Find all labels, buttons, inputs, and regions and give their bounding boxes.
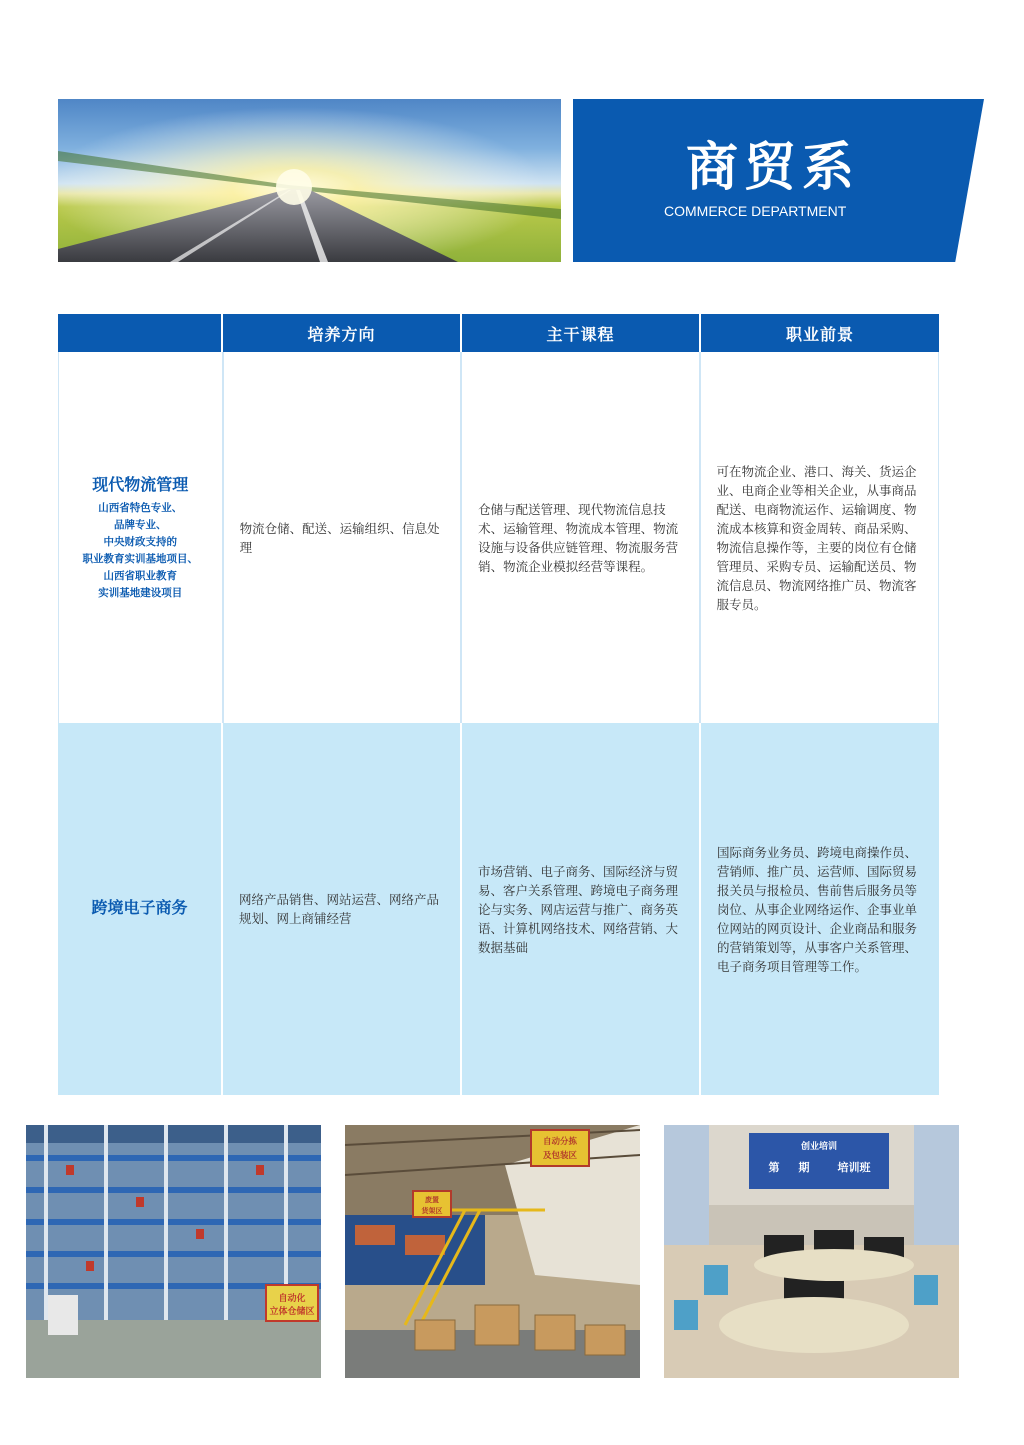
header-cell-prospects: 职业前景 bbox=[699, 314, 939, 352]
major-note-line: 山西省职业教育 bbox=[103, 570, 178, 582]
header-cell-courses: 主干课程 bbox=[460, 314, 699, 352]
courses-cell bbox=[460, 352, 698, 723]
banner-road-photo bbox=[58, 99, 561, 262]
training-room-photo bbox=[664, 1125, 959, 1378]
major-note-line: 实训基地建设项目 bbox=[98, 587, 183, 599]
training-banner-text: 培训班 bbox=[837, 1161, 871, 1174]
sorting-sign-line: 及包装区 bbox=[542, 1151, 578, 1161]
courses-text: 市场营销、电子商务、国际经济与贸易、客户关系管理、跨境电子商务理论与实务、网店运营与推广、商务英语、计算机网络技术、网络营销、大数据基础 bbox=[478, 863, 679, 955]
table-header bbox=[58, 314, 939, 352]
major-note-line: 中央财政支持的 bbox=[103, 536, 178, 548]
prospects-cell bbox=[699, 352, 938, 723]
platform-sign-line: 废置 bbox=[425, 1196, 439, 1204]
table-row bbox=[58, 352, 939, 723]
prospects-text: 国际商务业务员、跨境电商操作员、营销师、推广员、运营师、国际贸易报关员与报检员、售前售后服务员等岗位、从事企业网络运作、企事业单位网站的网页设计、企业商品和服务的营销策划等，从事客户关系管理、电子商务项目管理等工作。 bbox=[717, 844, 918, 974]
page-subtitle: COMMERCE DEPARTMENT bbox=[664, 203, 847, 219]
warehouse-sign-line: 自动化 bbox=[278, 1294, 306, 1304]
major-cell bbox=[58, 723, 221, 1095]
direction-text: 网络产品销售、网站运营、网络产品规划、网上商铺经营 bbox=[239, 892, 440, 926]
major-note-line: 品牌专业、 bbox=[114, 519, 167, 531]
header-cell-blank bbox=[58, 314, 221, 352]
training-banner-text: 创业培训 bbox=[800, 1142, 838, 1152]
major-name: 现代物流管理 bbox=[92, 475, 189, 494]
sorting-area-photo bbox=[345, 1125, 640, 1378]
page-title: 商贸系 bbox=[686, 138, 861, 198]
courses-text: 仓储与配送管理、现代物流信息技术、运输管理、物流成本管理、物流设施与设备供应链管理、物流服务营销、物流企业模拟经营等课程。 bbox=[478, 501, 679, 574]
header-cell-direction: 培养方向 bbox=[221, 314, 460, 352]
direction-cell bbox=[221, 723, 460, 1095]
platform-sign-line: 货架区 bbox=[421, 1207, 443, 1215]
courses-cell bbox=[460, 723, 699, 1095]
major-note-line: 山西省特色专业、 bbox=[98, 502, 183, 514]
table-row bbox=[58, 723, 939, 1095]
majors-table bbox=[58, 314, 939, 1095]
warehouse-rack-photo bbox=[26, 1125, 321, 1378]
training-banner-text: 期 bbox=[798, 1161, 810, 1174]
major-cell bbox=[59, 352, 222, 723]
training-banner-text: 第 bbox=[768, 1161, 780, 1174]
prospects-cell bbox=[699, 723, 939, 1095]
direction-cell bbox=[222, 352, 460, 723]
major-name: 跨境电子商务 bbox=[91, 897, 188, 917]
direction-text: 物流仓储、配送、运输组织、信息处理 bbox=[239, 520, 440, 555]
prospects-text: 可在物流企业、港口、海关、货运企业、电商企业等相关企业，从事商品配送、电商物流运作、运输调度、物流成本核算和资金周转、商品采购、物流信息操作等，主要的岗位有仓储管理员、采购专员、运输配送员、物流信息员、物流网络推广员、物流客服专员。 bbox=[716, 463, 917, 612]
major-note-line: 职业教育实训基地项目、 bbox=[82, 553, 199, 565]
warehouse-sign-line: 立体仓储区 bbox=[269, 1307, 315, 1317]
sorting-sign-line: 自动分拣 bbox=[542, 1137, 578, 1147]
